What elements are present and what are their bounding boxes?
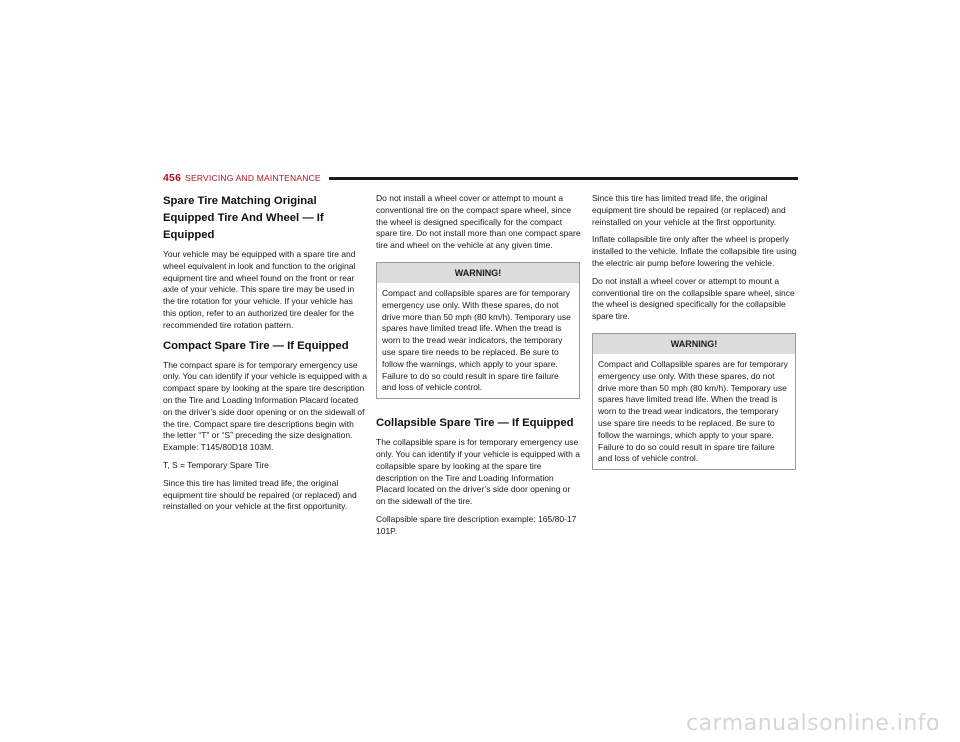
column-middle bbox=[376, 193, 581, 544]
warning-text: Compact and collapsible spares are for temporary emergency use only. With these spares, do not drive more than 50 mph (80 km/h). Temporary use spares have limited tread life. When the tread is worn to the tread wear indicators, the temporary use spare tire needs to be replaced. Be sure to follow the warnings, which apply to your spare. Failure to do so could result in spare tire failure and loss of vehicle control. bbox=[382, 287, 571, 393]
heading-compact-spare: Compact Spare Tire — If Equipped bbox=[163, 339, 349, 352]
watermark: carmanualsonline.info bbox=[686, 711, 940, 736]
warning-box bbox=[592, 333, 796, 470]
paragraph: T, S = Temporary Spare Tire bbox=[163, 459, 269, 470]
warning-box bbox=[376, 262, 580, 399]
paragraph: The compact spare is for temporary emergency use only. You can identify if your vehicle is equipped with a compact spare by looking at the spare tire description on the Tire and Loading Information Placard located on the driver’s side door opening or on the sidewall of the tire. Compact spare tire descriptions begin with the letter “T” or “S” preceding the size designation. Example: T145/80D18 103M. bbox=[163, 359, 367, 453]
paragraph: Your vehicle may be equipped with a spare tire and wheel equivalent in look and function to the original equipment tire and wheel found on the front or rear axle of your vehicle. This spare tire may be used in the tire rotation for your vehicle. If your vehicle has this option, refer to an authorized tire dealer for the recommended tire rotation pattern. bbox=[163, 249, 356, 330]
section-title: SERVICING AND MAINTENANCE bbox=[185, 173, 321, 183]
paragraph: Since this tire has limited tread life, the original equipment tire should be repaired (or replaced) and reinstalled on your vehicle at the first opportunity. bbox=[592, 193, 786, 227]
column-right bbox=[592, 193, 797, 486]
warning-text: Compact and Collapsible spares are for temporary emergency use only. With these spares, do not drive more than 50 mph (80 km/h). Temporary use spares have limited tread life. When the tread is worn to the tread wear indicators, the temporary use spare tire needs to be replaced. Be sure to follow the warnings, which apply to your spare. Failure to do so could result in spare tire failure and loss of vehicle control. bbox=[598, 358, 788, 464]
heading-collapsible-spare: Collapsible Spare Tire — If Equipped bbox=[376, 417, 574, 430]
page-header bbox=[163, 170, 798, 186]
heading-spare-tire-matching: Spare Tire Matching Original Equipped Tire And Wheel — If Equipped bbox=[163, 195, 324, 241]
paragraph: The collapsible spare is for temporary emergency use only. You can identify if your vehicle is equipped with a collapsible spare by looking at the spare tire description on the Tire and Loading Information Placard located on the driver’s side door opening or on the sidewall of the tire. bbox=[376, 437, 580, 507]
warning-title: WARNING! bbox=[377, 263, 579, 283]
paragraph: Inflate collapsible tire only after the wheel is properly installed to the vehicle. Inflate the collapsible tire using the electric air pump before lowering the vehicle. bbox=[592, 234, 797, 268]
column-left bbox=[163, 193, 368, 519]
paragraph: Since this tire has limited tread life, the original equipment tire should be repaired (or replaced) and reinstalled on your vehicle at the first opportunity. bbox=[163, 477, 357, 512]
paragraph: Do not install a wheel cover or attempt to mount a conventional tire on the compact spare wheel, since the wheel is designed specifically for the compact spare tire. Do not install more than one compact spare tire and wheel on the vehicle at any given time. bbox=[376, 193, 581, 251]
header-rule bbox=[329, 177, 798, 180]
paragraph: Do not install a wheel cover or attempt to mount a conventional tire on the collapsible spare wheel, since the wheel is designed specifically for the collapsible spare tire. bbox=[592, 275, 795, 322]
paragraph: Collapsible spare tire description example: 165/80-17 101P. bbox=[376, 513, 577, 536]
page-number: 456 bbox=[163, 172, 182, 184]
warning-title: WARNING! bbox=[593, 334, 795, 354]
